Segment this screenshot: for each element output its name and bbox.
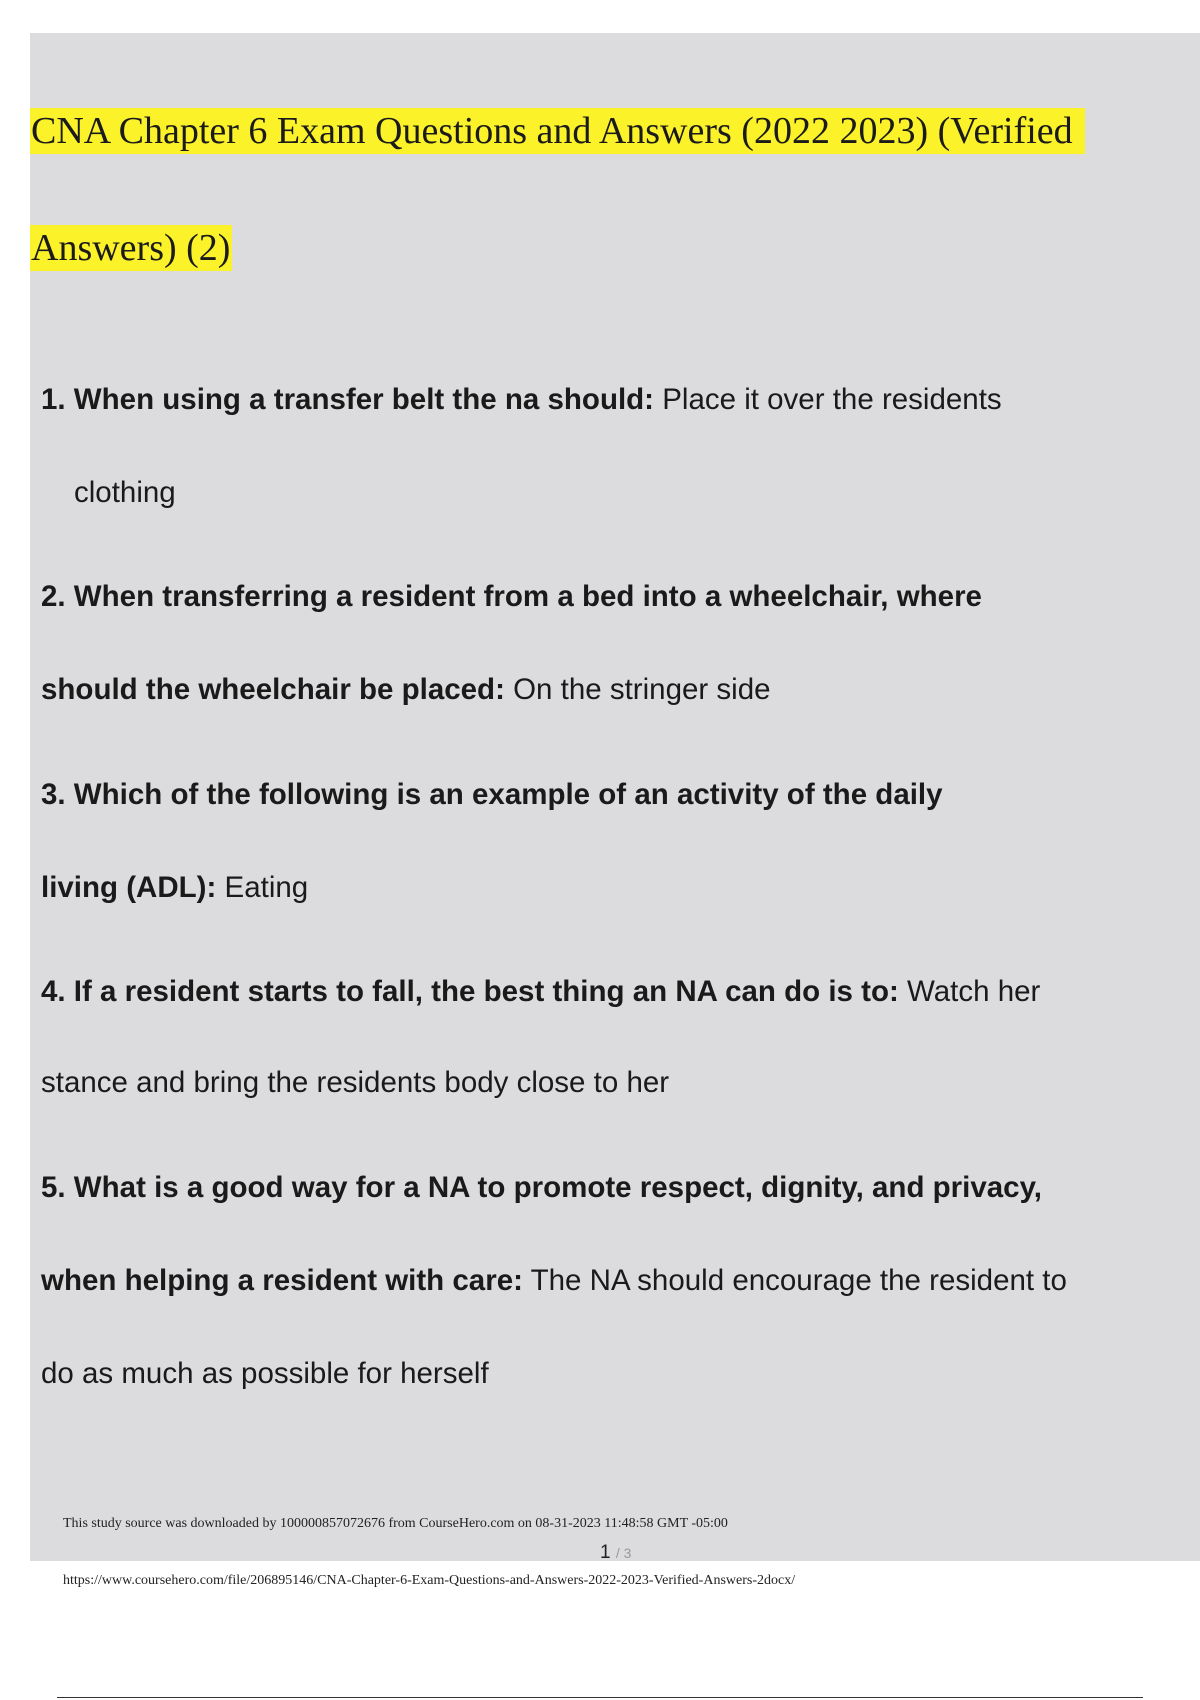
question-2-line-2: should the wheelchair be placed: [41, 673, 505, 706]
source-url[interactable]: https://www.coursehero.com/file/206895146/CNA-Chapter-6-Exam-Questions-and-Answers-2022-2023-Verified-Answers-2docx/ [63, 1573, 796, 1588]
answer-5-line-2: do as much as possible for herself [41, 1357, 489, 1390]
question-2-line-1: 2. When transferring a resident from a bed into a wheelchair, where [41, 580, 982, 613]
divider [57, 1697, 1143, 1698]
answer-5-continued [41, 1358, 489, 1390]
answer-1-continued [74, 477, 176, 509]
question-3-line-1: 3. Which of the following is an example of an activity of the daily [41, 778, 943, 811]
answer-3: Eating [224, 871, 309, 904]
page-indicator [600, 1542, 631, 1564]
question-3-line-2: living (ADL): [41, 871, 217, 904]
qa-item-5 [41, 1172, 1042, 1204]
question-5-line-1: 5. What is a good way for a NA to promote respect, dignity, and privacy, [41, 1171, 1042, 1204]
document-title-line-2: Answers) (2) [31, 227, 231, 269]
question-5-line-2: when helping a resident with care: [41, 1264, 523, 1297]
page-total: / 3 [615, 1545, 632, 1561]
qa-item-3-continued [41, 872, 308, 904]
answer-5: The NA should encourage the resident to [530, 1264, 1067, 1297]
question-4: 4. If a resident starts to fall, the best thing an NA can do is to: [41, 975, 899, 1008]
answer-1: Place it over the residents [662, 383, 1002, 416]
answer-4: Watch her [907, 975, 1041, 1008]
qa-item-3 [41, 779, 943, 811]
qa-item-5-continued [41, 1265, 1067, 1297]
qa-item-2-continued [41, 674, 771, 706]
answer-4-continued [41, 1067, 669, 1099]
document-title-line-1: CNA Chapter 6 Exam Questions and Answers (2022 2023) (Verified [30, 108, 1085, 154]
answer-4-line-2: stance and bring the residents body close to her [41, 1066, 670, 1099]
qa-item-1 [41, 384, 1002, 416]
qa-item-2 [41, 581, 982, 613]
page-current: 1 [600, 1542, 611, 1563]
download-notice: This study source was downloaded by 100000857072676 from CourseHero.com on 08-31-2023 11:48:58 GMT -05:00 [63, 1516, 728, 1531]
qa-item-4 [41, 976, 1040, 1008]
answer-1-line-2: clothing [74, 476, 176, 509]
answer-2: On the stringer side [513, 673, 771, 706]
question-1: 1. When using a transfer belt the na should: [41, 383, 655, 416]
